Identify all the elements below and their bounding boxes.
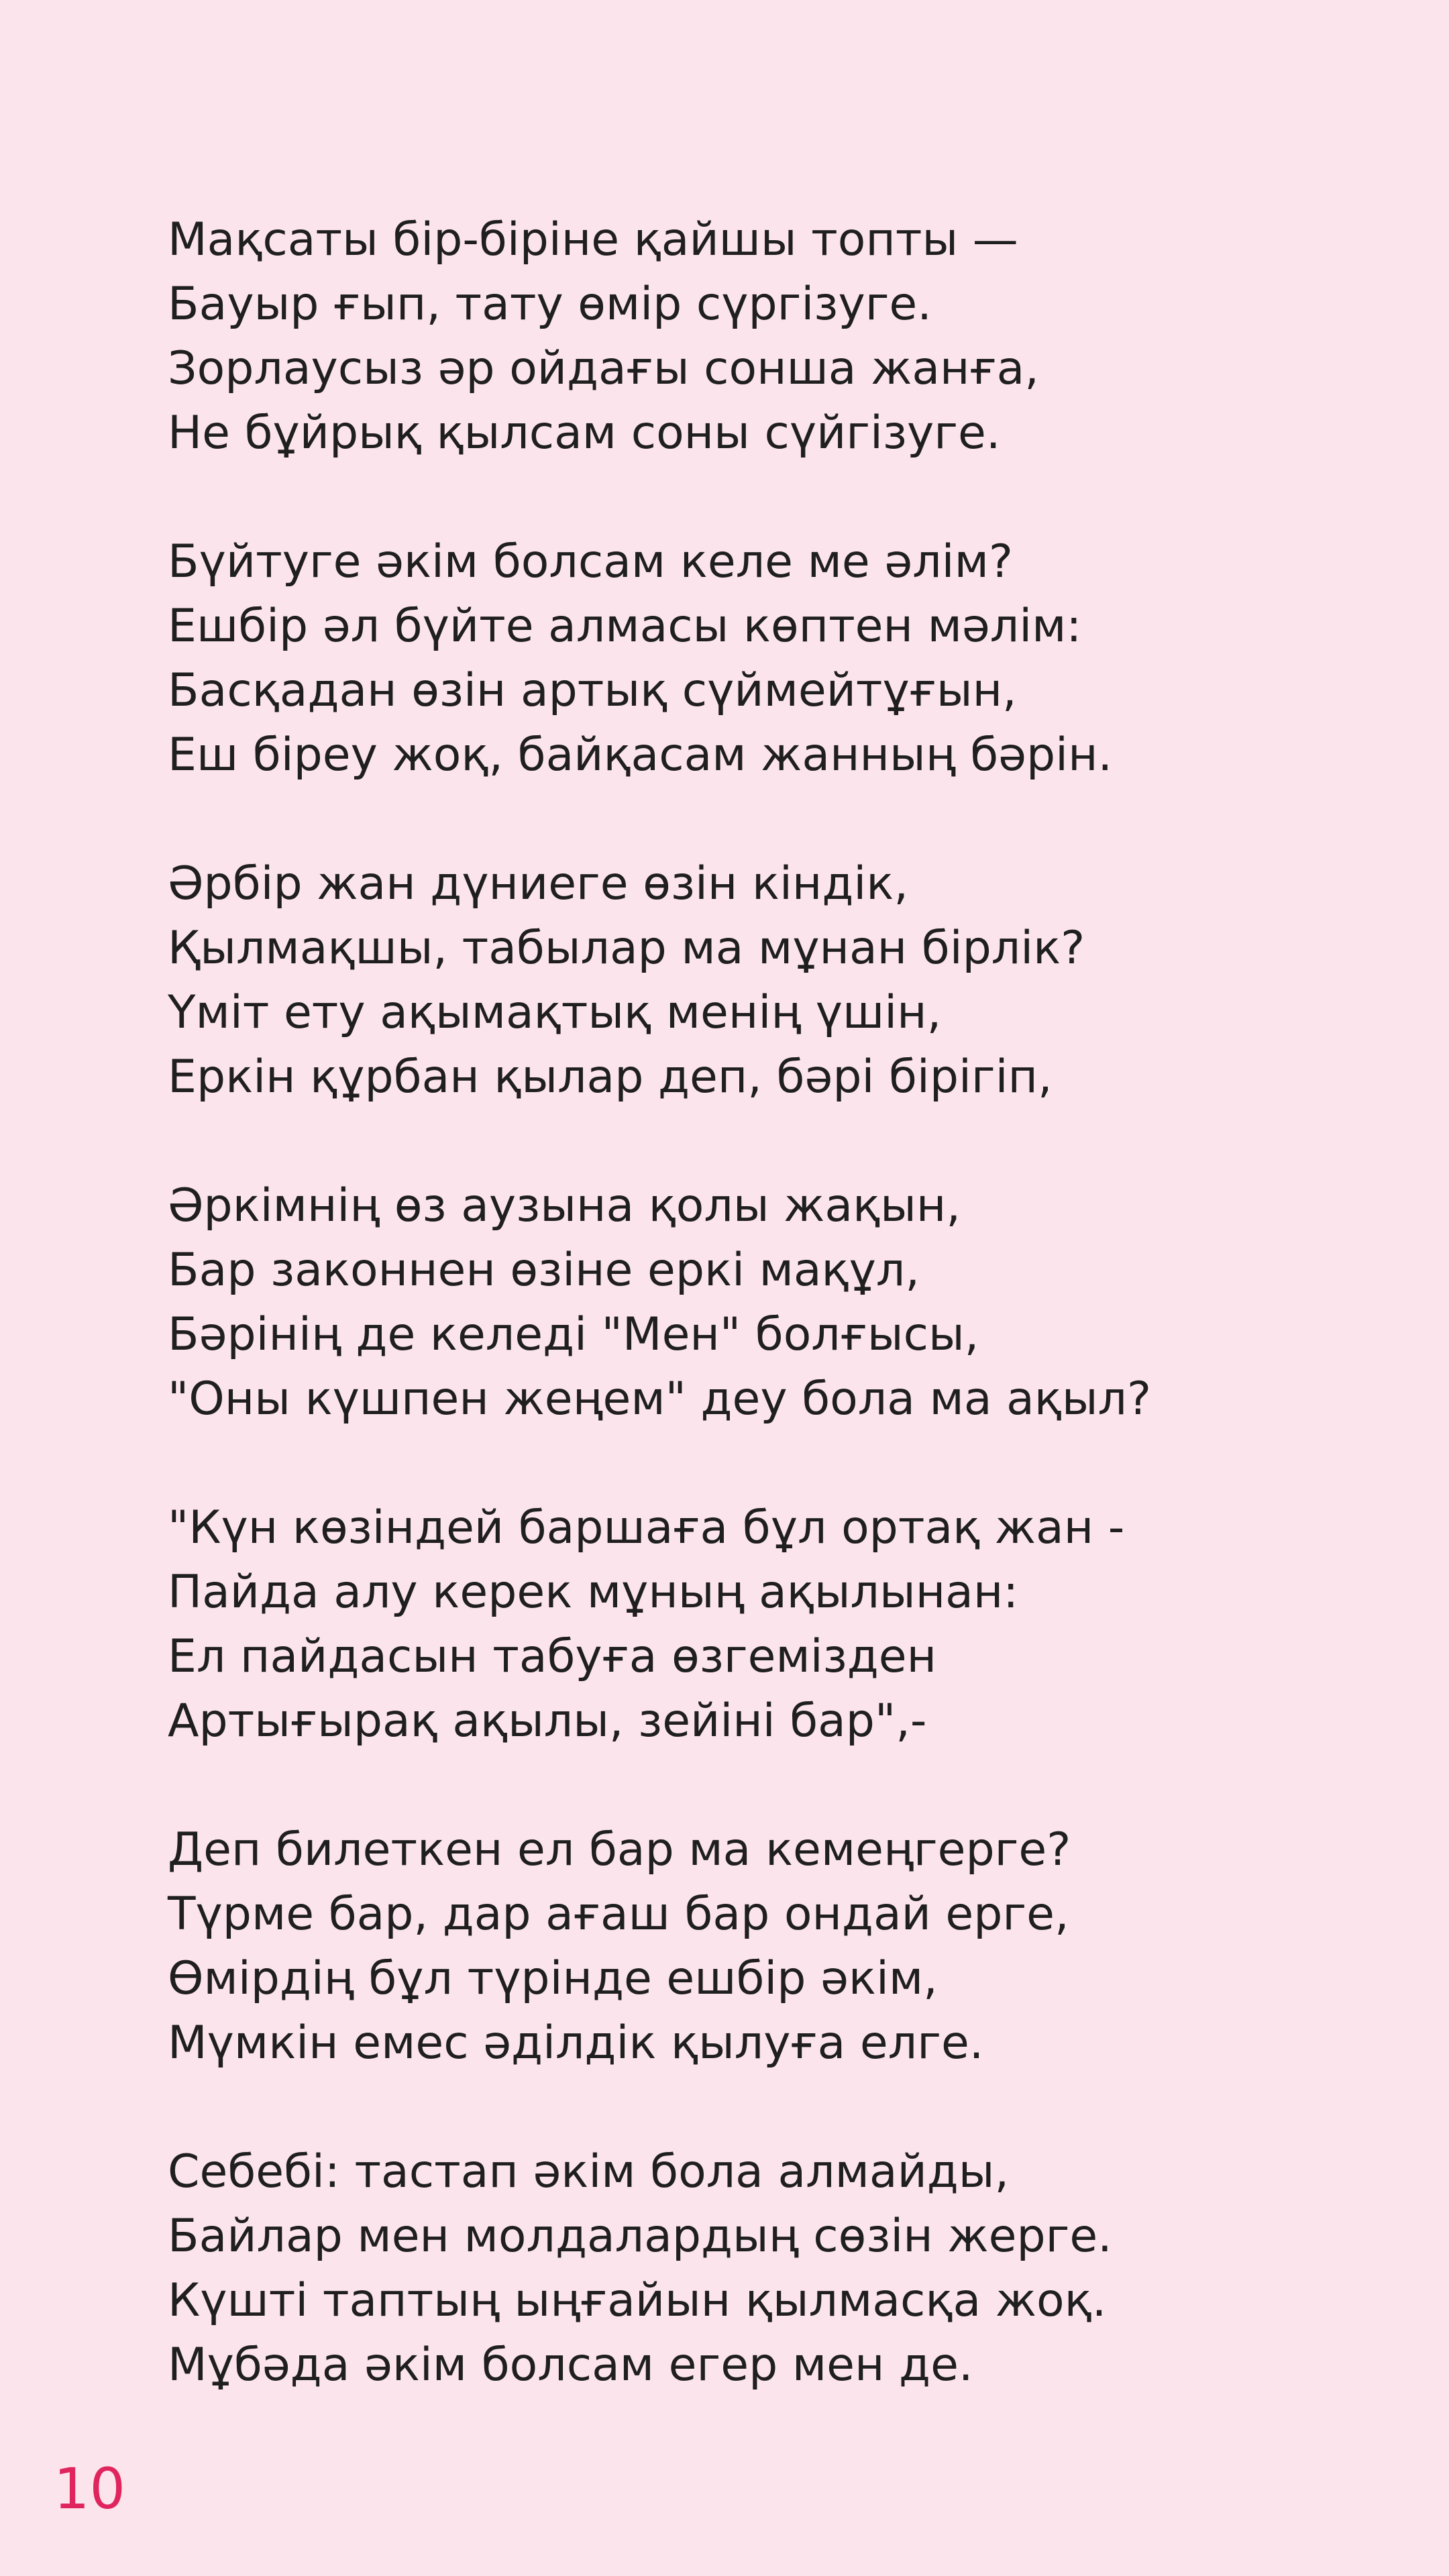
poem-line: Артығырақ ақылы, зейіні бар",-: [168, 1695, 927, 1748]
poem-line: Деп билеткен ел бар ма кемеңгерге?: [168, 1823, 1071, 1876]
poem-line: Мақсаты бір-біріне қайшы топты —: [168, 213, 1018, 266]
poem-line: Бауыр ғып, тату өмір сүргізуге.: [168, 278, 932, 331]
poem-line: Ел пайдасын табуға өзгемізден: [168, 1630, 937, 1683]
poem-body: [168, 208, 1375, 2462]
stanza-6: [168, 1818, 1375, 2076]
page-number: 10: [54, 2456, 125, 2522]
poem-line: Пайда алу керек мұның ақылынан:: [168, 1566, 1019, 1619]
poem-line: Бәрінің де келеді "Мен" болғысы,: [168, 1308, 979, 1361]
poem-line: Еш біреу жоқ, байқасам жанның бәрін.: [168, 729, 1113, 782]
poem-line: Ешбір әл бүйте алмасы көптен мәлім:: [168, 600, 1082, 653]
poem-line: "Оны күшпен жеңем" деу бола ма ақыл?: [168, 1373, 1152, 1426]
poem-line: Әрбір жан дүниеге өзін кіндік,: [168, 857, 908, 910]
stanza-1: [168, 208, 1375, 466]
poem-line: Еркін құрбан қылар деп, бәрі бірігіп,: [168, 1051, 1053, 1104]
stanza-4: [168, 1174, 1375, 1432]
poem-line: Қылмақшы, табылар ма мұнан бірлік?: [168, 922, 1085, 975]
poem-line: Күшті таптың ыңғайын қылмасқа жоқ.: [168, 2274, 1107, 2327]
stanza-3: [168, 852, 1375, 1110]
stanza-5: [168, 1496, 1375, 1754]
poem-line: Мұбәда әкім болсам егер мен де.: [168, 2339, 973, 2392]
poem-line: Түрме бар, дар ағаш бар ондай ерге,: [168, 1888, 1069, 1941]
poem-line: Бар законнен өзіне еркі мақұл,: [168, 1244, 920, 1297]
poem-line: Бүйтуге әкім болсам келе ме әлім?: [168, 535, 1013, 588]
poem-line: Себебі: тастап әкім бола алмайды,: [168, 2145, 1010, 2198]
stanza-2: [168, 530, 1375, 788]
poem-line: "Күн көзіндей баршаға бұл ортақ жан -: [168, 1501, 1125, 1554]
poem-line: Басқадан өзін артық сүймейтұғын,: [168, 664, 1017, 717]
poem-line: Мүмкін емес әділдік қылуға елге.: [168, 2017, 984, 2070]
poem-line: Байлар мен молдалардың сөзін жерге.: [168, 2210, 1112, 2263]
stanza-7: [168, 2140, 1375, 2398]
poem-line: Әркімнің өз аузына қолы жақын,: [168, 1179, 961, 1232]
poem-line: Өмірдің бұл түрінде ешбір әкім,: [168, 1952, 938, 2005]
poem-line: Үміт ету ақымақтық менің үшін,: [168, 986, 942, 1039]
poem-line: Не бұйрық қылсам соны сүйгізуге.: [168, 407, 1001, 460]
poem-line: Зорлаусыз әр ойдағы сонша жанға,: [168, 342, 1039, 395]
